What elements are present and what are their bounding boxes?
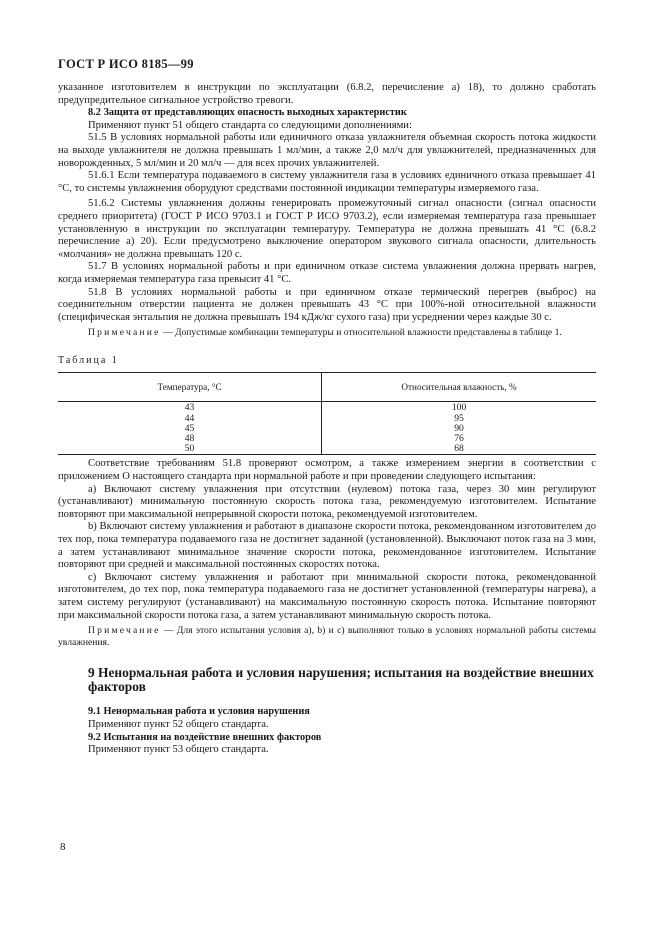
paragraph-continuation: указанное изготовителем в инструкции по эксплуатации (6.8.2, перечисление а) 18), то должно сработать предупредительное сигнальное устройство тревоги.: [58, 82, 596, 106]
subsection-heading-9-1: 9.1 Ненормальная работа и условия нарушения: [88, 706, 310, 718]
table-row: [58, 444, 596, 455]
subsection-heading-8-2: 8.2 Защита от представляющих опасность выходных характеристик: [88, 107, 407, 119]
table-cell: 44: [58, 414, 322, 424]
paragraph-9-2: Применяют пункт 53 общего стандарта.: [88, 744, 269, 756]
note-label: Примечание: [88, 625, 161, 637]
note-table-reference: [58, 327, 596, 339]
table-row: [58, 402, 596, 414]
table-header-temperature: Температура, °С: [58, 373, 322, 402]
table-cell: 48: [58, 434, 322, 444]
note-text: — Для этого испытания условия а), b) и с) выполняют только в условиях нормальной работы системы увлажнения.: [58, 625, 596, 648]
subsection-heading-9-2: 9.2 Испытания на воздействие внешних факторов: [88, 731, 322, 743]
paragraph-9-1: Применяют пункт 52 общего стандарта.: [88, 718, 269, 730]
note-text: — Допустимые комбинации температуры и относительной влажности представлены в таблице 1.: [160, 327, 562, 339]
paragraph-51-5: 51.5 В условиях нормальной работы или единичного отказа увлажнителя объемная скорость потока жидкости на выходе увлажнителя не должна превышать 1 мл/мин, а также 2,0 мл/ч для увлажнителей, предназначенных для новорожденных, 5 мл/мин и 20 мл/ч — для всех прочих увлажнителей.: [58, 132, 596, 169]
table-cell: 45: [58, 424, 322, 434]
table-cell: 95: [454, 412, 464, 424]
paragraph-51-6-1: 51.6.1 Если температура подаваемого в систему увлажнителя газа в условиях единичного отказа превышает 41 °С, то системы увлажнения оборудуют средствами постоянной индикации температуры измеряемого газа.: [58, 170, 596, 194]
paragraph-test-b: b) Включают систему увлажнения и работают в диапазоне скорости потока, рекомендованном изготовителем до тех пор, пока температура подаваемого газа не достигнет заданной (установленной). Выключают поток газа на 3 мин, а затем устанавливают минимальное значение скорости потока, рекомендованное изготовителем. Испытание повторяют при средней и максимальной постоянных скоростях потока.: [58, 521, 596, 571]
table-cell: 100: [322, 402, 596, 414]
section-heading-9: 9 Ненормальная работа и условия нарушения; испытания на воздействие внешних факторов: [88, 665, 594, 695]
table-cell: 43: [58, 402, 322, 414]
page-number: 8: [60, 841, 66, 853]
table-cell: 90: [454, 422, 464, 434]
table-caption: Таблица 1: [58, 354, 119, 366]
table-row: [58, 414, 596, 424]
table-temperature-humidity: [58, 372, 596, 455]
table-header-humidity: Относительная влажность, %: [322, 373, 596, 402]
table-row: [58, 434, 596, 444]
paragraph-test-a: а) Включают систему увлажнения при отсутствии (нулевом) потока газа, через 30 мин регулируют (устанавливают) минимальную постоянную скорость потока газа, рекомендуемую изготовителем. Испытание повторяют при максимальной непрерывной скорости потока, рекомендуемой изготовителем.: [58, 483, 596, 520]
paragraph-51-7: 51.7 В условиях нормальной работы и при единичном отказе система увлажнения должна прервать нагрев, когда измеряемая температура газа превысит 41 °С.: [58, 261, 596, 285]
note-test-conditions: [58, 625, 596, 648]
paragraph-51-6-2: 51.6.2 Системы увлажнения должны генерировать промежуточный сигнал опасности (сигнал опасности среднего приоритета) (ГОСТ Р ИСО 9703.1 и ГОСТ Р ИСО 9703.2), если измеряемая температура газа превышает установленную в инструкции по эксплуатации температуру. Температура не должна превышать 41 °С (6.8.2 перечисление а) 20). Если предусмотрено выключение оператором звукового сигнала опасности, длительность «молчания» не должна превышать 120 с.: [58, 198, 596, 260]
table-row: [58, 424, 596, 434]
paragraph-test-c: с) Включают систему увлажнения и работают при минимальной скорости потока, рекомендованной изготовителем, до тех пор, пока температура подаваемого газа не достигнет установленной (температуры нагрева), а затем систему регулируют (устанавливают) на максимальную постоянную скорость потока. Испытание повторяют при максимальной скорости потока газа, а затем устанавливают минимальную скорость потока.: [58, 571, 596, 621]
document-body: [58, 82, 596, 757]
paragraph-51-8: 51.8 В условиях нормальной работы и при единичном отказе термический перегрев (выброс) на соединительном отверстии пациента не должен превышать 43 °С при 100%-ной относительной влажности (специфическая энтальпия не должна превышать 194 кДж/кг сухого газа) при усреднении через каждые 30 с.: [58, 286, 596, 323]
table-cell: 68: [322, 444, 596, 455]
table-cell: 50: [58, 444, 322, 455]
paragraph-conformity: Соответствие требованиям 51.8 проверяют осмотром, а также измерением энергии в соответствии с приложением О настоящего стандарта при нормальной работе и при проведении следующего испытания:: [58, 458, 596, 483]
table-cell: 76: [454, 433, 464, 445]
paragraph-apply-51: Применяют пункт 51 общего стандарта со следующими дополнениями:: [88, 119, 412, 131]
note-label: Примечание: [88, 327, 161, 339]
document-header: ГОСТ Р ИСО 8185—99: [58, 57, 194, 71]
